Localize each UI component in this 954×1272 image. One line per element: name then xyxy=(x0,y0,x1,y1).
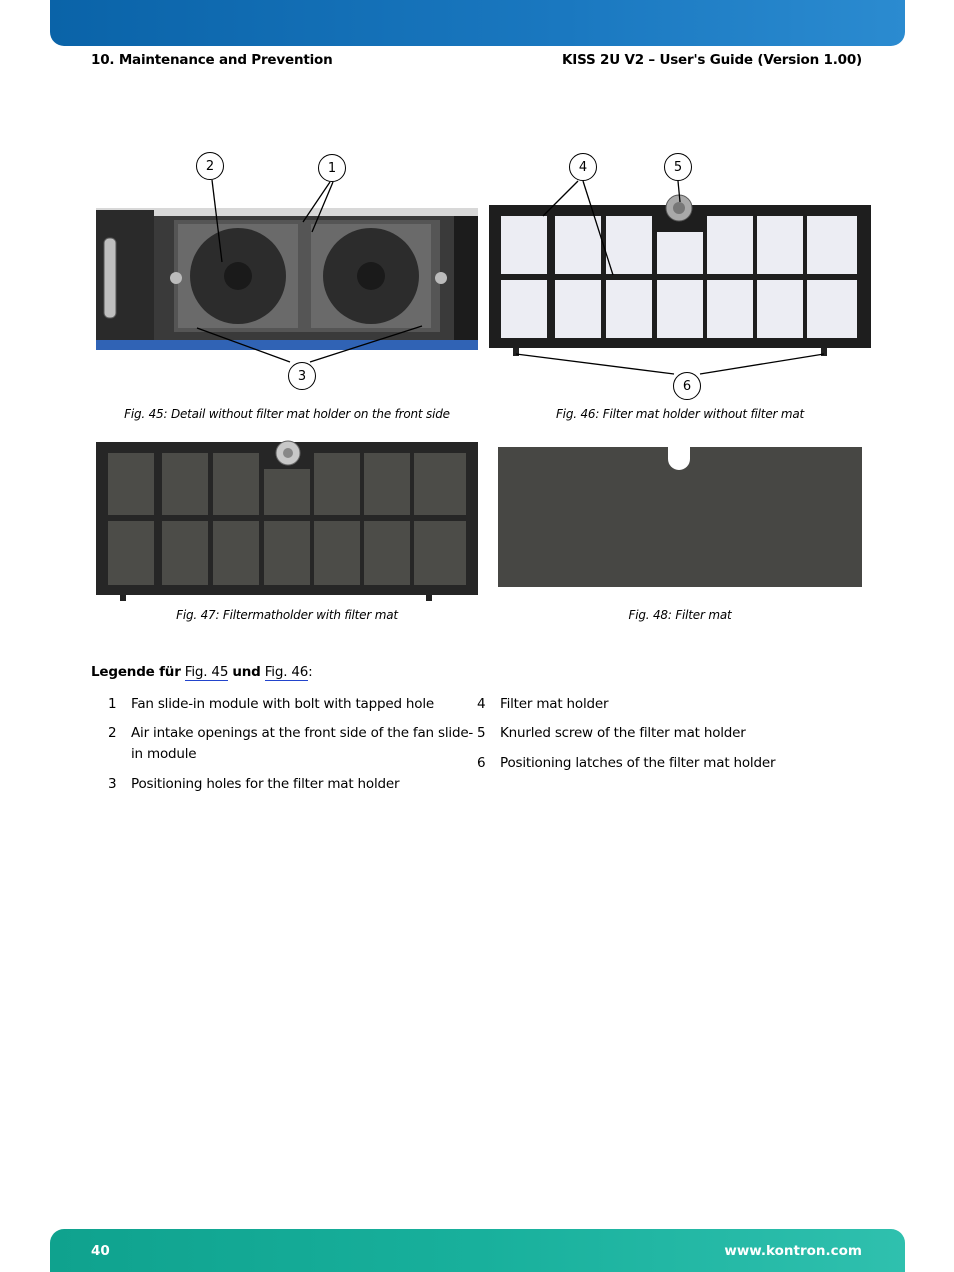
callout-6: 6 xyxy=(673,372,701,400)
fig45-caption: Fig. 45: Detail without filter mat holder on the front side xyxy=(124,407,450,421)
callout-3: 3 xyxy=(288,362,316,390)
legend-item-number: 6 xyxy=(477,755,486,771)
page-number: 40 xyxy=(91,1243,110,1259)
legend-item-number: 2 xyxy=(108,725,117,741)
callout-4: 4 xyxy=(569,153,597,181)
legend-heading xyxy=(91,664,313,680)
legend-item-text: Positioning holes for the filter mat holder xyxy=(131,776,400,792)
legend-item-text: Knurled screw of the filter mat holder xyxy=(500,725,746,741)
callout-2: 2 xyxy=(196,152,224,180)
section-title: 10. Maintenance and Prevention xyxy=(91,52,333,68)
legend-item-number: 5 xyxy=(477,725,486,741)
fig45-link[interactable]: Fig. 45 xyxy=(184,664,229,680)
legend-suffix: : xyxy=(308,664,313,680)
website-link[interactable]: www.kontron.com xyxy=(724,1243,862,1259)
legend-item-text: in module xyxy=(131,746,197,762)
legend-prefix: Legende für xyxy=(91,664,181,680)
leader-lines xyxy=(0,0,954,420)
callout-1: 1 xyxy=(318,154,346,182)
fig46-caption: Fig. 46: Filter mat holder without filter mat xyxy=(555,407,804,421)
fig47-caption: Fig. 47: Filtermatholder with filter mat xyxy=(176,608,398,622)
fig48-photo xyxy=(498,447,862,587)
legend-item-number: 3 xyxy=(108,776,117,792)
legend-joiner: und xyxy=(232,664,261,680)
legend-item-text: Fan slide-in module with bolt with tapped hole xyxy=(131,696,434,712)
document-title: KISS 2U V2 – User's Guide (Version 1.00) xyxy=(561,52,862,68)
legend-item-number: 1 xyxy=(108,696,117,712)
legend-item-text: Positioning latches of the filter mat holder xyxy=(500,755,776,771)
legend-item-text: Filter mat holder xyxy=(500,696,609,712)
fig47-photo xyxy=(96,439,478,603)
callout-5: 5 xyxy=(664,153,692,181)
legend-item-number: 4 xyxy=(477,696,486,712)
fig46-link[interactable]: Fig. 46 xyxy=(264,664,309,680)
legend-item-text: Air intake openings at the front side of the fan slide- xyxy=(131,725,474,741)
fig48-caption: Fig. 48: Filter mat xyxy=(628,608,732,622)
